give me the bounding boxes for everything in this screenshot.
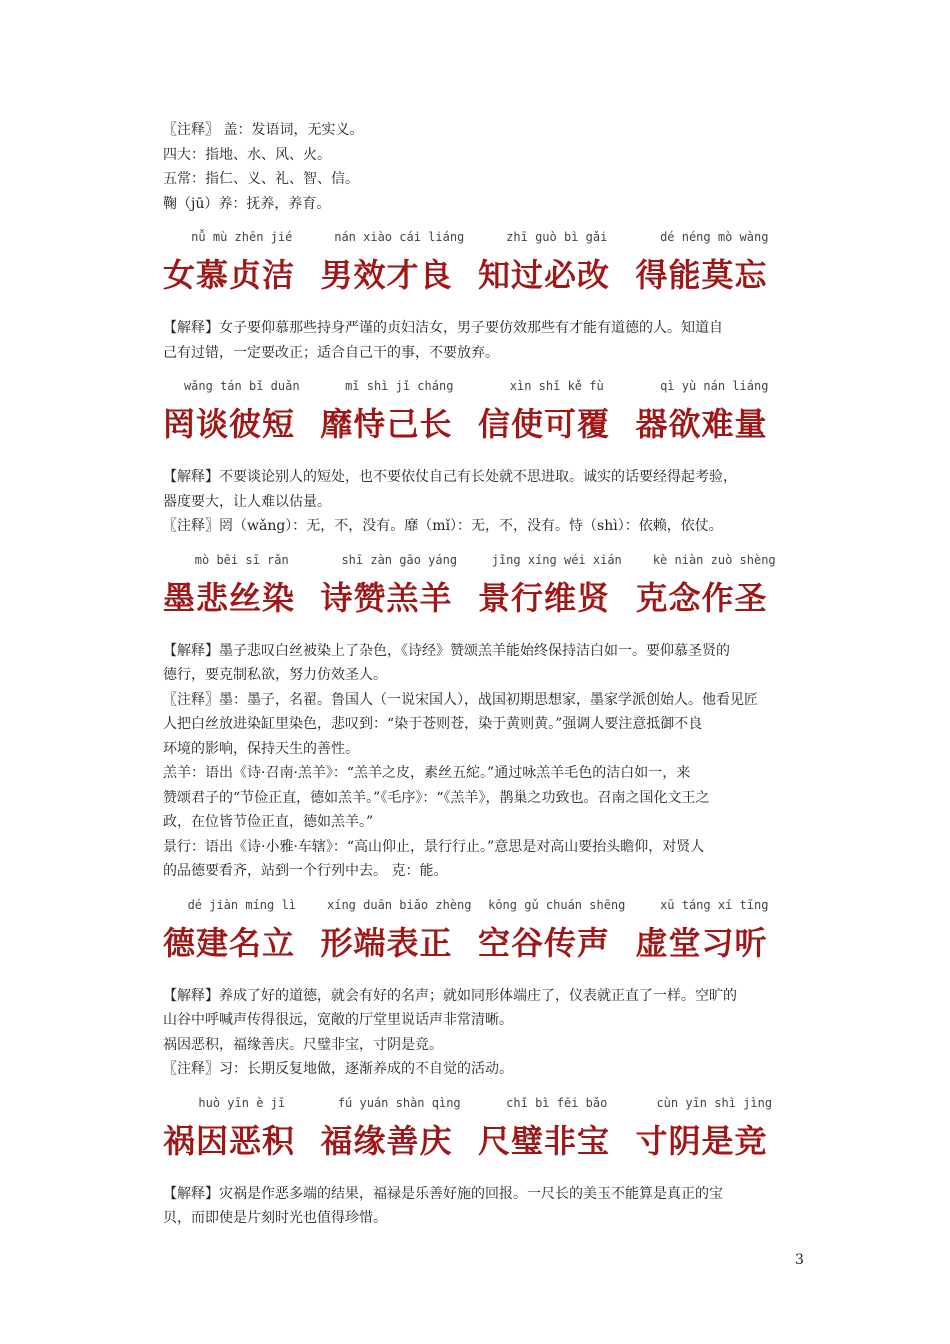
phrase: 墨悲丝染 xyxy=(163,578,296,617)
pinyin-row xyxy=(163,1084,793,1110)
text-line: 〖注释〗墨：墨子，名翟。鲁国人（一说宋国人），战国初期思想家，墨家学派创始人。他看见匠 xyxy=(163,691,758,708)
pinyin-label: kōng gǔ chuán shēng xyxy=(488,897,626,912)
notes-block xyxy=(163,118,793,216)
phrase-row xyxy=(163,567,793,625)
text-line: 【解释】不要谈论别人的短处，也不要依仗自己有长处就不思进取。诚实的话要经得起考验， xyxy=(163,469,737,485)
phrase-group xyxy=(163,367,793,539)
document-page xyxy=(163,118,793,1231)
phrase-row xyxy=(163,912,793,970)
text-line: 【解释】灾祸是作恶多端的结果，福禄是乐善好施的回报。一尺长的美玉不能算是真正的宝 xyxy=(163,1185,723,1202)
pinyin-row xyxy=(163,218,793,244)
phrase: 器欲难量 xyxy=(635,405,768,443)
text-line: 人把白丝放进染缸里染色，悲叹到：“染于苍则苍，染于黄则黄。”强调人要注意抵御不良 xyxy=(163,716,703,732)
pinyin-label: xū táng xí tīng xyxy=(660,897,769,912)
pinyin-label: chǐ bì fēi bǎo xyxy=(506,1095,608,1110)
pinyin-label: nǚ mù zhēn jié xyxy=(191,230,293,244)
pinyin-label: wǎng tán bǐ duǎn xyxy=(183,379,300,393)
phrase: 知过必改 xyxy=(478,256,611,294)
text-line: 〖注释〗罔（wǎng）：无，不，没有。靡（mǐ）：无，不，没有。恃（shì）：依赖，依仗。 xyxy=(163,518,723,534)
pinyin-label: mǐ shì jǐ cháng xyxy=(345,379,454,393)
phrase: 克念作圣 xyxy=(635,578,768,617)
text-line: 赞颂君子的“节俭正直，德如羔羊。”《毛序》：“《羔羊》，鹊巢之功致也。召南之国化文王之 xyxy=(163,789,710,806)
phrase-group xyxy=(163,1084,793,1231)
page-number: 3 xyxy=(795,1252,804,1268)
text-line: 政，在位皆节俭正直，德如羔羊。” xyxy=(163,814,374,830)
text-line: 鞠（jū）养：抚养，养育。 xyxy=(163,195,331,212)
phrase: 靡恃己长 xyxy=(320,405,453,443)
text-line: 五常：指仁、义、礼、智、信。 xyxy=(163,171,359,187)
phrase: 男效才良 xyxy=(320,256,453,294)
pinyin-label: fú yuán shàn qìng xyxy=(337,1095,461,1110)
phrase-group xyxy=(163,541,793,884)
phrase: 信使可覆 xyxy=(478,405,611,443)
pinyin-label: jǐng xíng wéi xián xyxy=(491,552,622,567)
phrase: 空谷传声 xyxy=(478,923,611,962)
text-line: 【解释】墨子悲叹白丝被染上了杂色，《诗经》赞颂羔羊能始终保持洁白如一。要仰慕圣贤的 xyxy=(163,642,730,659)
phrase: 女慕贞洁 xyxy=(163,256,296,294)
text-line: 〖注释〗习：长期反复地做，逐渐养成的不自觉的活动。 xyxy=(163,1061,513,1077)
text-line: 德行，要克制私欲，努力仿效圣人。 xyxy=(163,667,387,683)
text-line: 贝，而即使是片刻时光也值得珍惜。 xyxy=(163,1210,387,1226)
phrase: 罔谈彼短 xyxy=(163,405,296,443)
phrase: 虚堂习听 xyxy=(635,923,768,962)
text-line: 景行：语出《诗·小雅·车辖》：“高山仰止，景行行止。”意思是对高山要抬头瞻仰，对贤人 xyxy=(163,838,705,855)
phrase-row xyxy=(163,1110,793,1168)
pinyin-label: mò bēi sī rǎn xyxy=(194,552,289,567)
pinyin-label: dé néng mò wàng xyxy=(660,230,769,244)
phrase: 寸阴是竞 xyxy=(635,1121,768,1160)
text-line: 【解释】养成了好的道德，就会有好的名声；就如同形体端庄了，仪表就正直了一样。空旷的 xyxy=(163,987,737,1004)
pinyin-label: zhī guò bì gǎi xyxy=(506,230,608,244)
pinyin-label: xìn shǐ kě fù xyxy=(509,379,604,393)
pinyin-label: cùn yīn shì jìng xyxy=(656,1095,773,1110)
pinyin-label: dé jiàn míng lì xyxy=(187,897,296,912)
phrase: 福缘善庆 xyxy=(320,1121,453,1160)
pinyin-label: huò yīn è jī xyxy=(198,1095,286,1110)
text-line: 四大：指地、水、风、火。 xyxy=(163,146,331,163)
text-line: 羔羊：语出《诗·召南·羔羊》：“羔羊之皮，素丝五紽。”通过咏羔羊毛色的洁白如一，来 xyxy=(163,765,691,781)
pinyin-label: nán xiào cái liáng xyxy=(334,230,465,244)
text-line: 的品德要看齐，站到一个行列中去。 克：能。 xyxy=(163,863,448,879)
pinyin-row xyxy=(163,886,793,912)
phrase: 德建名立 xyxy=(163,923,296,962)
pinyin-label: kè niàn zuò shèng xyxy=(652,552,776,567)
text-line: 己有过错，一定要改正；适合自己干的事，不要放弃。 xyxy=(163,344,499,361)
phrase: 得能莫忘 xyxy=(635,256,768,294)
text-line: 山谷中呼喊声传得很远，宽敞的厅堂里说话声非常清晰。 xyxy=(163,1012,513,1028)
phrase-row xyxy=(163,393,793,451)
pinyin-row xyxy=(163,541,793,567)
pinyin-row xyxy=(163,367,793,393)
phrase-row xyxy=(163,244,793,302)
pinyin-label: xíng duān biǎo zhèng xyxy=(327,897,472,912)
pinyin-label: qì yù nán liáng xyxy=(660,379,769,393)
text-line: 器度要大，让人难以估量。 xyxy=(163,493,331,510)
phrase: 景行维贤 xyxy=(478,578,611,617)
text-line: 〖注释〗 盖：发语词，无实义。 xyxy=(163,122,364,138)
phrase: 形端表正 xyxy=(320,923,453,962)
phrase: 诗赞羔羊 xyxy=(320,578,453,617)
phrase-group xyxy=(163,218,793,365)
phrase-group xyxy=(163,886,793,1082)
text-line: 祸因恶积，福缘善庆。尺璧非宝，寸阴是竞。 xyxy=(163,1036,443,1053)
text-line: 【解释】女子要仰慕那些持身严谨的贞妇洁女，男子要仿效那些有才能有道德的人。知道自 xyxy=(163,320,723,336)
text-line: 环境的影响，保持天生的善性。 xyxy=(163,740,359,757)
phrase: 祸因恶积 xyxy=(163,1121,296,1160)
pinyin-label: shī zàn gāo yáng xyxy=(341,552,458,567)
phrase: 尺璧非宝 xyxy=(478,1121,611,1160)
